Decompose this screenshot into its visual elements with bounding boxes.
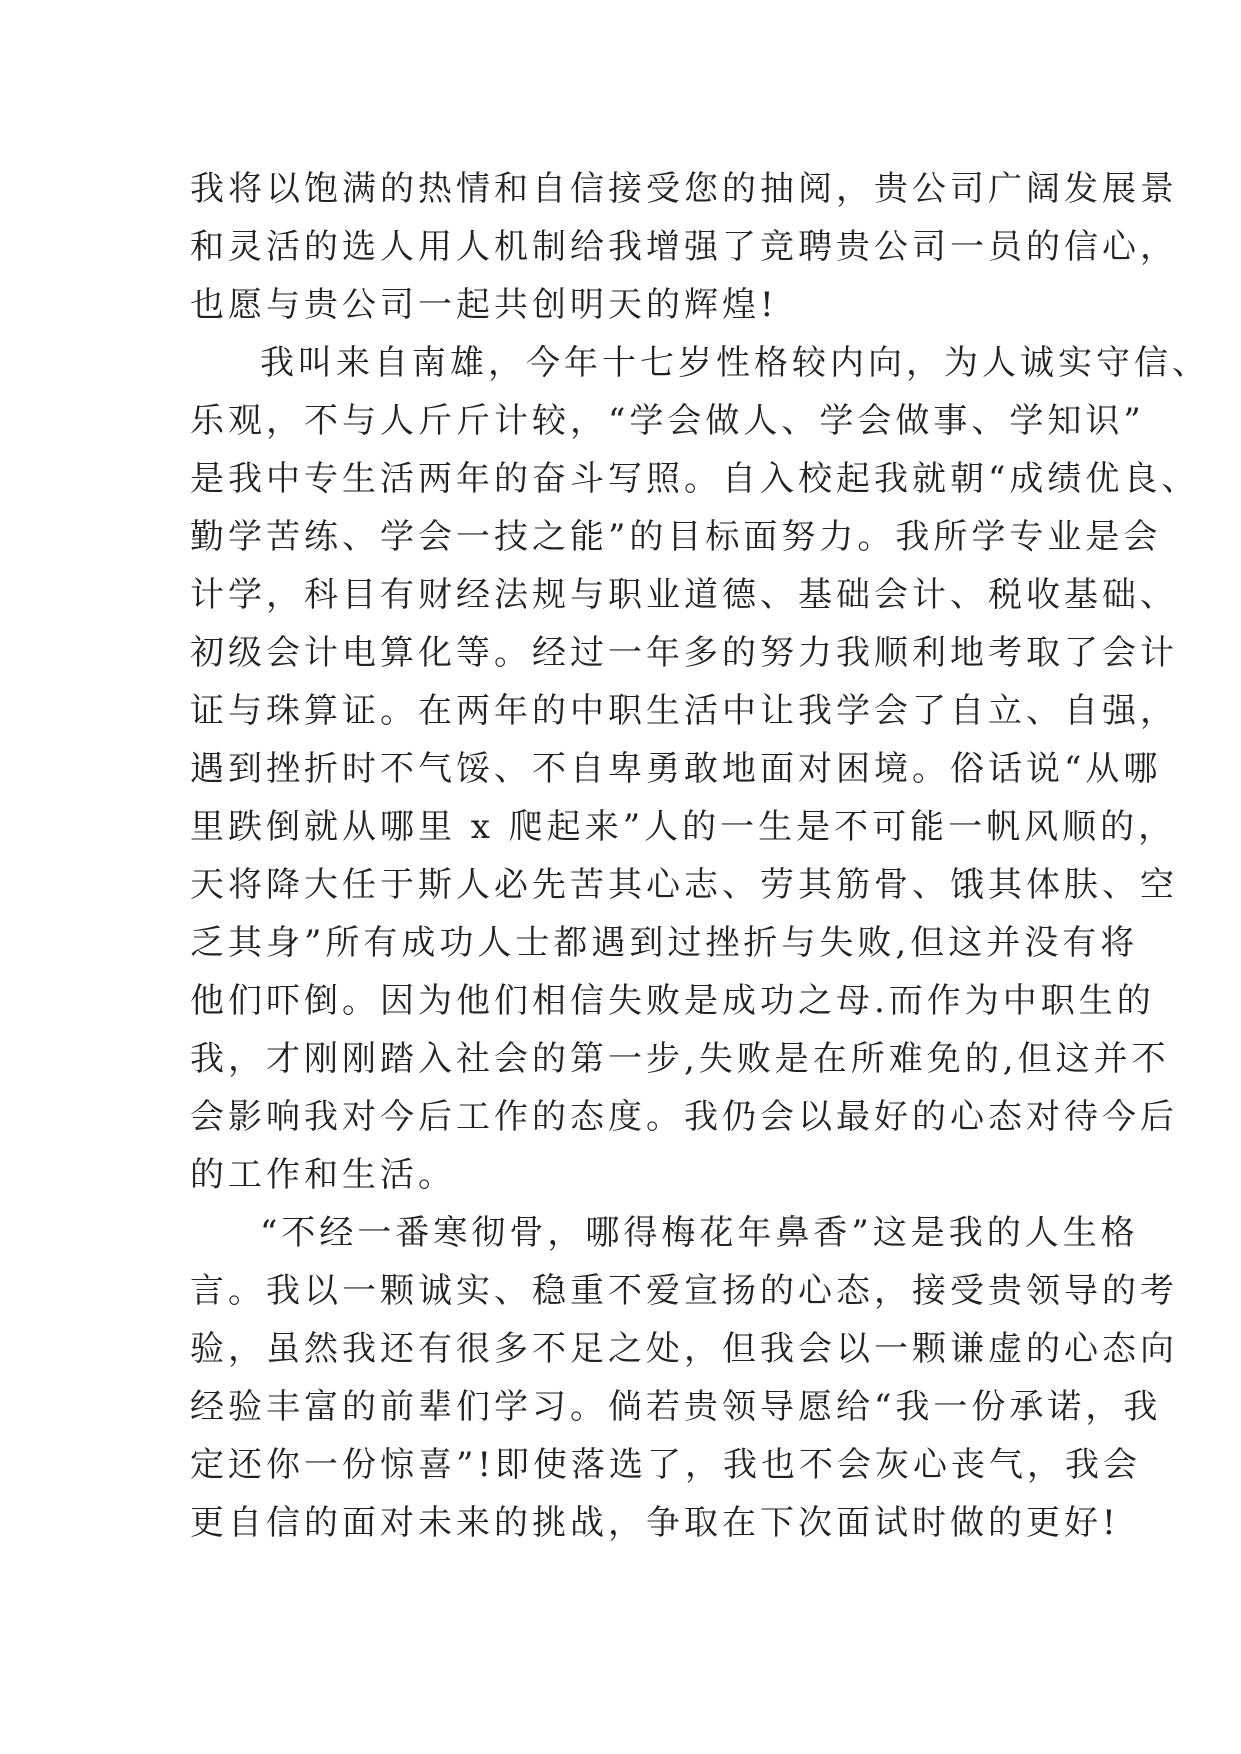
text-line: 遇到挫折时不气馁、不自卑勇敢地面对困境。俗话说“从哪	[190, 749, 1162, 789]
text-line: 初级会计电算化等。经过一年多的努力我顺利地考取了会计	[190, 633, 1178, 673]
text-line: 我将以饱满的热情和自信接受您的抽阅，贵公司广阔发展景	[190, 169, 1178, 209]
text-line: 会影响我对今后工作的态度。我仍会以最好的心态对待今后	[190, 1097, 1178, 1137]
text-line: 乏其身”所有成功人士都遇到过挫折与失败,但这并没有将	[190, 923, 1139, 963]
text-line: 勤学苦练、学会一技之能”的目标面努力。我所学专业是会	[190, 517, 1162, 557]
text-line: 里跌倒就从哪里 x 爬起来”人的一生是不可能一帆风顺的，	[190, 807, 1177, 847]
text-line: 是我中专生活两年的奋斗写照。自入校起我就朝“成绩优良、	[190, 459, 1200, 499]
text-line: 定还你一份惊喜”!即使落选了，我也不会灰心丧气，我会	[190, 1445, 1142, 1485]
text-line: 更自信的面对未来的挑战，争取在下次面试时做的更好!	[190, 1503, 1120, 1543]
text-line: 计学，科目有财经法规与职业道德、基础会计、税收基础、	[190, 575, 1178, 615]
text-line: 经验丰富的前辈们学习。倘若贵领导愿给“我一份承诺，我	[190, 1387, 1162, 1427]
text-line: 证与珠算证。在两年的中职生活中让我学会了自立、自强，	[190, 691, 1178, 731]
text-line: 和灵活的选人用人机制给我增强了竞聘贵公司一员的信心，	[190, 227, 1178, 267]
document-body	[190, 160, 1210, 1552]
text-line: 我叫来自南雄，今年十七岁性格较内向，为人诚实守信、	[260, 343, 1210, 383]
text-line: 天将降大任于斯人必先苦其心志、劳其筋骨、饿其体肤、空	[190, 865, 1178, 905]
text-line: 我，才刚刚踏入社会的第一步,失败是在所难免的,但这并不	[190, 1039, 1170, 1079]
text-line: 的工作和生活。	[190, 1155, 456, 1195]
text-line: 言。我以一颗诚实、稳重不爱宣扬的心态，接受贵领导的考	[190, 1271, 1178, 1311]
text-line: 验，虽然我还有很多不足之处，但我会以一颗谦虚的心态向	[190, 1329, 1178, 1369]
text-line: 他们吓倒。因为他们相信失败是成功之母.而作为中职生的	[190, 981, 1155, 1021]
text-line: “不经一番寒彻骨，哪得梅花年鼻香”这是我的人生格	[260, 1213, 1139, 1253]
text-line: 乐观，不与人斤斤计较，“学会做人、学会做事、学知识”	[190, 401, 1145, 441]
paragraph-2	[190, 334, 1210, 1204]
paragraph-3	[190, 1204, 1178, 1552]
paragraph-1	[190, 160, 1178, 334]
text-line: 也愿与贵公司一起共创明天的辉煌!	[190, 285, 778, 325]
